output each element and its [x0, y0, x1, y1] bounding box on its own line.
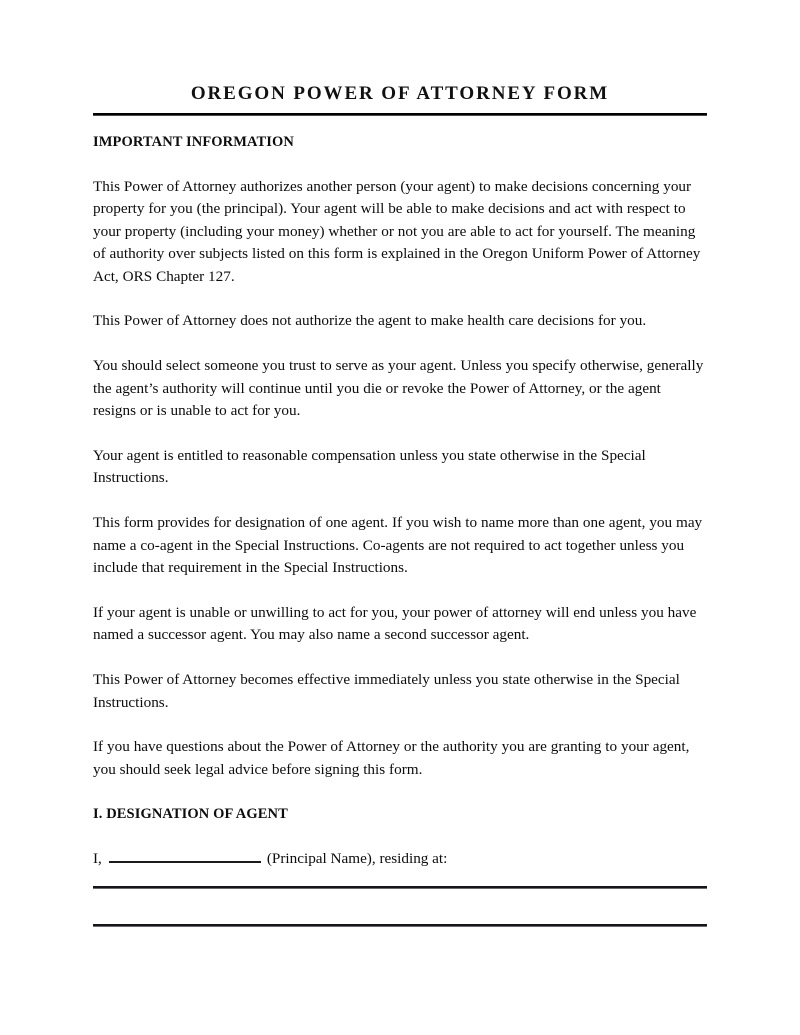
paragraph-co-agent: This form provides for designation of one agent. If you wish to name more than one agent, you may name a co-agent in the Special Instructions. Co-agents are not required to act together unless you include that requirement in the Special Instructions. — [93, 514, 703, 577]
principal-suffix-label: (Principal Name), residing at: — [266, 849, 448, 867]
paragraph-legal-advice: If you have questions about the Power of Attorney or the authority you are granting to your agent, you should seek legal advice before signing this form. — [93, 738, 690, 778]
paragraph-successor-agent: If your agent is unable or unwilling to act for you, your power of attorney will end unless you have named a successor agent. You may also name a second successor agent. — [93, 603, 697, 644]
principal-name-blank[interactable] — [109, 850, 261, 863]
document-body — [93, 131, 707, 870]
principal-name-line — [93, 848, 707, 871]
address-blank-line-2[interactable] — [93, 924, 707, 927]
paragraph-select-agent: You should select someone you trust to serve as your agent. Unless you specify otherwise, generally the agent’s authority will continue until you die or revoke the Power of Attorney, or the agent resigns or is unable to act for you. — [93, 357, 704, 420]
page-title: OREGON POWER OF ATTORNEY FORM — [190, 83, 610, 104]
heading-important-information: IMPORTANT INFORMATION — [93, 134, 294, 150]
paragraph-compensation: Your agent is entitled to reasonable compensation unless you state otherwise in the Special Instructions. — [93, 446, 646, 487]
paragraph-health-care-exclusion: This Power of Attorney does not authorize the agent to make health care decisions for you. — [93, 312, 647, 330]
paragraph-effective-date: This Power of Attorney becomes effective immediately unless you state otherwise in the Special Instructions. — [93, 671, 680, 711]
address-blank-line-1[interactable] — [93, 886, 707, 889]
title-divider — [93, 113, 707, 116]
heading-designation-of-agent: I. DESIGNATION OF AGENT — [93, 806, 288, 823]
paragraph-authorization: This Power of Attorney authorizes another person (your agent) to make decisions concerning your property for you (the principal). Your agent will be able to make decisions and act with respect to your property (including your money) whether or not you are able to act for yourself. The meaning of authority over subjects listed on this form is explained in the Oregon Uniform Power of Attorney Act, ORS Chapter 127. — [93, 177, 701, 285]
principal-prefix-label: I, — [93, 849, 102, 867]
